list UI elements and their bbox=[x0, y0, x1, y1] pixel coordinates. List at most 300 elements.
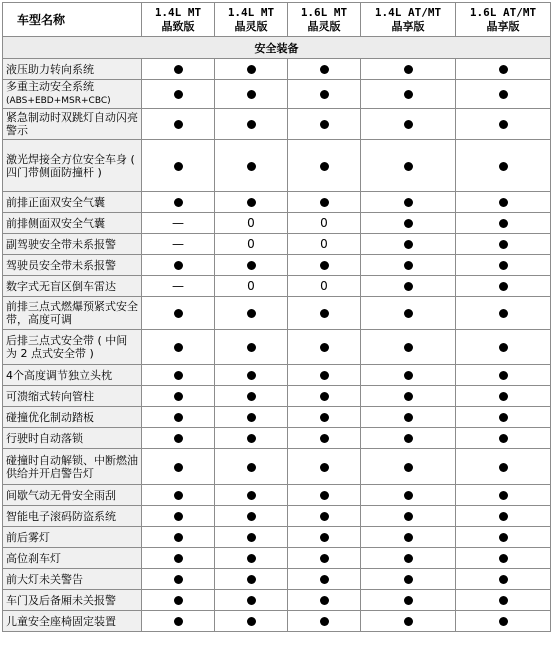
feature-label-text: 激光焊接全方位安全车身 ( 四门带侧面防撞杆 ) bbox=[6, 152, 135, 179]
equipment-cell bbox=[288, 590, 361, 611]
standard-dot-icon bbox=[499, 434, 508, 443]
equipment-cell bbox=[361, 590, 456, 611]
standard-dot-icon bbox=[499, 198, 508, 207]
equipment-cell bbox=[215, 548, 288, 569]
table-row bbox=[3, 297, 551, 330]
equipment-cell bbox=[456, 213, 551, 234]
standard-dot-icon bbox=[174, 261, 183, 270]
header-model-2 bbox=[215, 3, 288, 37]
header-model-1 bbox=[142, 3, 215, 37]
header-model-4-engine: 1.4L AT/MT bbox=[374, 5, 442, 19]
equipment-cell bbox=[361, 80, 456, 109]
feature-label bbox=[3, 330, 142, 365]
table-row bbox=[3, 80, 551, 109]
equipment-cell bbox=[456, 386, 551, 407]
equipment-cell bbox=[215, 234, 288, 255]
feature-label-text: 车门及后备厢未关报警 bbox=[6, 593, 116, 607]
standard-dot-icon bbox=[247, 463, 256, 472]
equipment-cell bbox=[215, 527, 288, 548]
standard-dot-icon bbox=[499, 240, 508, 249]
equipment-cell bbox=[288, 569, 361, 590]
equipment-cell bbox=[215, 428, 288, 449]
standard-dot-icon bbox=[247, 512, 256, 521]
equipment-cell bbox=[142, 109, 215, 140]
standard-dot-icon bbox=[320, 533, 329, 542]
equipment-cell bbox=[142, 330, 215, 365]
standard-dot-icon bbox=[174, 371, 183, 380]
standard-dot-icon bbox=[404, 413, 413, 422]
standard-dot-icon bbox=[174, 413, 183, 422]
equipment-cell bbox=[142, 276, 215, 297]
standard-dot-icon bbox=[404, 392, 413, 401]
feature-label-text: 多重主动安全系统 bbox=[6, 80, 94, 93]
equipment-cell bbox=[288, 611, 361, 632]
equipment-cell bbox=[288, 234, 361, 255]
equipment-cell bbox=[215, 506, 288, 527]
optional-mark: 0 bbox=[247, 216, 255, 230]
standard-dot-icon bbox=[499, 65, 508, 74]
feature-label bbox=[3, 59, 142, 80]
standard-dot-icon bbox=[247, 261, 256, 270]
feature-label-text: 间歇气动无骨安全雨刮 bbox=[6, 488, 116, 502]
standard-dot-icon bbox=[404, 575, 413, 584]
header-model-2-trim: 晶灵版 bbox=[234, 19, 268, 33]
equipment-cell bbox=[215, 80, 288, 109]
feature-label-text: 智能电子滚码防盗系统 bbox=[6, 509, 116, 523]
equipment-cell bbox=[215, 365, 288, 386]
equipment-cell bbox=[456, 449, 551, 485]
standard-dot-icon bbox=[404, 261, 413, 270]
equipment-cell bbox=[361, 365, 456, 386]
equipment-cell bbox=[456, 590, 551, 611]
standard-dot-icon bbox=[404, 90, 413, 99]
table-row bbox=[3, 485, 551, 506]
equipment-cell bbox=[456, 611, 551, 632]
equipment-cell bbox=[288, 407, 361, 428]
equipment-cell bbox=[361, 386, 456, 407]
standard-dot-icon bbox=[174, 198, 183, 207]
standard-dot-icon bbox=[499, 596, 508, 605]
equipment-cell bbox=[215, 590, 288, 611]
equipment-cell bbox=[142, 140, 215, 192]
table-row bbox=[3, 407, 551, 428]
equipment-cell bbox=[456, 192, 551, 213]
equipment-cell bbox=[361, 428, 456, 449]
table-row bbox=[3, 59, 551, 80]
header-model-3-trim: 晶灵版 bbox=[307, 19, 341, 33]
equipment-cell bbox=[288, 192, 361, 213]
equipment-cell bbox=[288, 428, 361, 449]
equipment-cell bbox=[288, 506, 361, 527]
feature-label-text: 紧急制动时双跳灯自动闪亮警示 bbox=[6, 111, 138, 137]
table-row bbox=[3, 428, 551, 449]
standard-dot-icon bbox=[404, 120, 413, 129]
header-model-3-engine: 1.6L MT bbox=[300, 5, 348, 19]
feature-label bbox=[3, 192, 142, 213]
equipment-cell bbox=[456, 485, 551, 506]
standard-dot-icon bbox=[174, 596, 183, 605]
feature-label bbox=[3, 365, 142, 386]
equipment-cell bbox=[142, 386, 215, 407]
standard-dot-icon bbox=[404, 491, 413, 500]
equipment-cell bbox=[215, 449, 288, 485]
standard-dot-icon bbox=[499, 491, 508, 500]
standard-dot-icon bbox=[247, 491, 256, 500]
standard-dot-icon bbox=[320, 65, 329, 74]
standard-dot-icon bbox=[247, 392, 256, 401]
feature-label-text: 儿童安全座椅固定装置 bbox=[6, 614, 116, 628]
header-model-5-engine: 1.6L AT/MT bbox=[469, 5, 537, 19]
standard-dot-icon bbox=[499, 162, 508, 171]
standard-dot-icon bbox=[404, 434, 413, 443]
section-title: 安全装备 bbox=[3, 37, 551, 59]
standard-dot-icon bbox=[499, 554, 508, 563]
standard-dot-icon bbox=[174, 65, 183, 74]
standard-dot-icon bbox=[404, 219, 413, 228]
section-row bbox=[3, 37, 551, 59]
feature-label bbox=[3, 428, 142, 449]
equipment-cell bbox=[361, 485, 456, 506]
equipment-cell bbox=[215, 109, 288, 140]
standard-dot-icon bbox=[174, 90, 183, 99]
feature-label bbox=[3, 506, 142, 527]
standard-dot-icon bbox=[404, 198, 413, 207]
standard-dot-icon bbox=[247, 90, 256, 99]
feature-label bbox=[3, 386, 142, 407]
table-row bbox=[3, 234, 551, 255]
safety-spec-table bbox=[2, 2, 551, 632]
standard-dot-icon bbox=[404, 309, 413, 318]
equipment-cell bbox=[142, 548, 215, 569]
table-row bbox=[3, 365, 551, 386]
standard-dot-icon bbox=[174, 120, 183, 129]
equipment-cell bbox=[142, 234, 215, 255]
standard-dot-icon bbox=[174, 309, 183, 318]
equipment-cell bbox=[456, 428, 551, 449]
table-row bbox=[3, 569, 551, 590]
spec-table-container bbox=[2, 2, 551, 632]
feature-label-text: 液压助力转向系统 bbox=[6, 62, 94, 76]
standard-dot-icon bbox=[247, 617, 256, 626]
equipment-cell bbox=[288, 330, 361, 365]
standard-dot-icon bbox=[320, 617, 329, 626]
standard-dot-icon bbox=[499, 463, 508, 472]
equipment-cell bbox=[215, 297, 288, 330]
feature-label bbox=[3, 140, 142, 192]
standard-dot-icon bbox=[404, 65, 413, 74]
feature-label-text: 前后雾灯 bbox=[6, 530, 50, 544]
equipment-cell bbox=[361, 255, 456, 276]
table-row bbox=[3, 140, 551, 192]
feature-label bbox=[3, 569, 142, 590]
equipment-cell bbox=[142, 59, 215, 80]
equipment-cell bbox=[361, 611, 456, 632]
equipment-cell bbox=[456, 297, 551, 330]
standard-dot-icon bbox=[247, 65, 256, 74]
standard-dot-icon bbox=[404, 554, 413, 563]
standard-dot-icon bbox=[320, 309, 329, 318]
equipment-cell bbox=[456, 59, 551, 80]
standard-dot-icon bbox=[499, 120, 508, 129]
equipment-cell bbox=[456, 140, 551, 192]
equipment-cell bbox=[456, 234, 551, 255]
equipment-cell bbox=[361, 527, 456, 548]
optional-mark: 0 bbox=[247, 279, 255, 293]
standard-dot-icon bbox=[320, 261, 329, 270]
equipment-cell bbox=[456, 569, 551, 590]
standard-dot-icon bbox=[174, 617, 183, 626]
feature-label-text: 前大灯未关警告 bbox=[6, 572, 83, 586]
equipment-cell bbox=[215, 255, 288, 276]
standard-dot-icon bbox=[247, 309, 256, 318]
standard-dot-icon bbox=[247, 434, 256, 443]
standard-dot-icon bbox=[499, 282, 508, 291]
equipment-cell bbox=[456, 255, 551, 276]
standard-dot-icon bbox=[320, 491, 329, 500]
standard-dot-icon bbox=[247, 533, 256, 542]
equipment-cell bbox=[215, 407, 288, 428]
table-row bbox=[3, 449, 551, 485]
equipment-cell bbox=[142, 192, 215, 213]
equipment-cell bbox=[215, 485, 288, 506]
table-row bbox=[3, 213, 551, 234]
equipment-cell bbox=[288, 213, 361, 234]
standard-dot-icon bbox=[404, 596, 413, 605]
table-row bbox=[3, 276, 551, 297]
standard-dot-icon bbox=[404, 371, 413, 380]
equipment-cell bbox=[142, 611, 215, 632]
equipment-cell bbox=[456, 548, 551, 569]
feature-label-subtext: (ABS+EBD+MSR+CBC) bbox=[6, 96, 111, 106]
standard-dot-icon bbox=[404, 533, 413, 542]
feature-label-text: 行驶时自动落锁 bbox=[6, 431, 83, 445]
feature-label bbox=[3, 109, 142, 140]
standard-dot-icon bbox=[320, 371, 329, 380]
spec-table-body bbox=[3, 37, 551, 632]
header-model-4-trim: 晶享版 bbox=[391, 19, 425, 33]
equipment-cell bbox=[142, 428, 215, 449]
equipment-cell bbox=[215, 386, 288, 407]
standard-dot-icon bbox=[320, 343, 329, 352]
equipment-cell bbox=[361, 407, 456, 428]
feature-label-text: 可溃缩式转向管柱 bbox=[6, 389, 94, 403]
standard-dot-icon bbox=[320, 392, 329, 401]
standard-dot-icon bbox=[320, 162, 329, 171]
equipment-cell bbox=[215, 276, 288, 297]
equipment-cell bbox=[361, 276, 456, 297]
standard-dot-icon bbox=[499, 392, 508, 401]
equipment-cell bbox=[361, 569, 456, 590]
equipment-cell bbox=[215, 213, 288, 234]
header-row bbox=[3, 3, 551, 37]
feature-label-text: 副驾驶安全带未系报警 bbox=[6, 237, 116, 251]
equipment-cell bbox=[142, 365, 215, 386]
equipment-cell bbox=[142, 590, 215, 611]
equipment-cell bbox=[142, 569, 215, 590]
feature-label-text: 前排三点式燃爆预紧式安全带，高度可调 bbox=[6, 300, 138, 326]
standard-dot-icon bbox=[174, 512, 183, 521]
table-row bbox=[3, 590, 551, 611]
feature-label bbox=[3, 407, 142, 428]
standard-dot-icon bbox=[499, 371, 508, 380]
standard-dot-icon bbox=[499, 575, 508, 584]
standard-dot-icon bbox=[499, 219, 508, 228]
optional-mark: 0 bbox=[320, 279, 328, 293]
standard-dot-icon bbox=[499, 413, 508, 422]
equipment-cell bbox=[215, 192, 288, 213]
feature-label-text: 后排三点式安全带 ( 中间为 2 点式安全带 ) bbox=[6, 334, 128, 360]
equipment-cell bbox=[361, 192, 456, 213]
standard-dot-icon bbox=[174, 162, 183, 171]
standard-dot-icon bbox=[404, 282, 413, 291]
equipment-cell bbox=[142, 213, 215, 234]
optional-mark: 0 bbox=[247, 237, 255, 251]
equipment-cell bbox=[456, 407, 551, 428]
standard-dot-icon bbox=[320, 413, 329, 422]
standard-dot-icon bbox=[499, 90, 508, 99]
feature-label bbox=[3, 297, 142, 330]
standard-dot-icon bbox=[320, 554, 329, 563]
feature-label bbox=[3, 255, 142, 276]
standard-dot-icon bbox=[247, 413, 256, 422]
feature-label bbox=[3, 527, 142, 548]
equipment-cell bbox=[215, 59, 288, 80]
equipment-cell bbox=[456, 276, 551, 297]
standard-dot-icon bbox=[174, 491, 183, 500]
table-row bbox=[3, 611, 551, 632]
equipment-cell bbox=[142, 527, 215, 548]
feature-label bbox=[3, 234, 142, 255]
feature-label-text: 碰撞优化制动踏板 bbox=[6, 410, 94, 424]
standard-dot-icon bbox=[404, 343, 413, 352]
equipment-cell bbox=[142, 297, 215, 330]
standard-dot-icon bbox=[320, 434, 329, 443]
feature-label bbox=[3, 590, 142, 611]
header-model-4 bbox=[361, 3, 456, 37]
equipment-cell bbox=[288, 527, 361, 548]
standard-dot-icon bbox=[320, 198, 329, 207]
equipment-cell bbox=[456, 330, 551, 365]
equipment-cell bbox=[288, 109, 361, 140]
equipment-cell bbox=[361, 506, 456, 527]
standard-dot-icon bbox=[247, 596, 256, 605]
feature-label bbox=[3, 80, 142, 109]
table-row bbox=[3, 548, 551, 569]
equipment-cell bbox=[288, 297, 361, 330]
equipment-cell bbox=[456, 527, 551, 548]
table-row bbox=[3, 109, 551, 140]
feature-label bbox=[3, 213, 142, 234]
standard-dot-icon bbox=[404, 617, 413, 626]
standard-dot-icon bbox=[174, 533, 183, 542]
standard-dot-icon bbox=[320, 90, 329, 99]
equipment-cell bbox=[142, 449, 215, 485]
equipment-cell bbox=[215, 611, 288, 632]
table-row bbox=[3, 527, 551, 548]
standard-dot-icon bbox=[404, 463, 413, 472]
equipment-cell bbox=[288, 255, 361, 276]
header-model-name: 车型名称 bbox=[3, 3, 142, 37]
equipment-cell bbox=[361, 213, 456, 234]
header-model-1-trim: 晶致版 bbox=[161, 19, 195, 33]
feature-label bbox=[3, 449, 142, 485]
table-row bbox=[3, 255, 551, 276]
standard-dot-icon bbox=[499, 343, 508, 352]
standard-dot-icon bbox=[247, 198, 256, 207]
feature-label-text: 数字式无盲区倒车雷达 bbox=[6, 279, 116, 293]
standard-dot-icon bbox=[499, 309, 508, 318]
equipment-cell bbox=[288, 59, 361, 80]
standard-dot-icon bbox=[247, 162, 256, 171]
feature-label-text: 高位刹车灯 bbox=[6, 551, 61, 565]
table-row bbox=[3, 506, 551, 527]
feature-label-text: 前排正面双安全气囊 bbox=[6, 195, 105, 209]
equipment-cell bbox=[361, 297, 456, 330]
equipment-cell bbox=[456, 506, 551, 527]
standard-dot-icon bbox=[320, 463, 329, 472]
standard-dot-icon bbox=[499, 617, 508, 626]
not-available-mark: — bbox=[172, 279, 184, 293]
standard-dot-icon bbox=[247, 343, 256, 352]
equipment-cell bbox=[142, 407, 215, 428]
header-model-5-trim: 晶享版 bbox=[486, 19, 520, 33]
equipment-cell bbox=[288, 140, 361, 192]
feature-label bbox=[3, 611, 142, 632]
equipment-cell bbox=[288, 386, 361, 407]
table-row bbox=[3, 330, 551, 365]
equipment-cell bbox=[288, 365, 361, 386]
feature-label-text: 前排侧面双安全气囊 bbox=[6, 216, 105, 230]
feature-label bbox=[3, 485, 142, 506]
not-available-mark: — bbox=[172, 216, 184, 230]
standard-dot-icon bbox=[404, 162, 413, 171]
equipment-cell bbox=[142, 485, 215, 506]
standard-dot-icon bbox=[499, 261, 508, 270]
equipment-cell bbox=[361, 109, 456, 140]
equipment-cell bbox=[142, 506, 215, 527]
header-model-1-engine: 1.4L MT bbox=[154, 5, 202, 19]
equipment-cell bbox=[456, 109, 551, 140]
standard-dot-icon bbox=[174, 343, 183, 352]
equipment-cell bbox=[215, 330, 288, 365]
equipment-cell bbox=[288, 548, 361, 569]
equipment-cell bbox=[361, 548, 456, 569]
standard-dot-icon bbox=[247, 120, 256, 129]
feature-label bbox=[3, 276, 142, 297]
equipment-cell bbox=[361, 449, 456, 485]
equipment-cell bbox=[456, 365, 551, 386]
equipment-cell bbox=[288, 80, 361, 109]
optional-mark: 0 bbox=[320, 216, 328, 230]
equipment-cell bbox=[215, 569, 288, 590]
standard-dot-icon bbox=[174, 463, 183, 472]
equipment-cell bbox=[361, 330, 456, 365]
standard-dot-icon bbox=[174, 554, 183, 563]
standard-dot-icon bbox=[404, 512, 413, 521]
equipment-cell bbox=[288, 449, 361, 485]
standard-dot-icon bbox=[174, 392, 183, 401]
feature-label-text: 驾驶员安全带未系报警 bbox=[6, 258, 116, 272]
standard-dot-icon bbox=[320, 120, 329, 129]
table-row bbox=[3, 386, 551, 407]
standard-dot-icon bbox=[499, 533, 508, 542]
standard-dot-icon bbox=[174, 434, 183, 443]
equipment-cell bbox=[361, 234, 456, 255]
equipment-cell bbox=[142, 255, 215, 276]
table-row bbox=[3, 192, 551, 213]
equipment-cell bbox=[361, 140, 456, 192]
standard-dot-icon bbox=[499, 512, 508, 521]
